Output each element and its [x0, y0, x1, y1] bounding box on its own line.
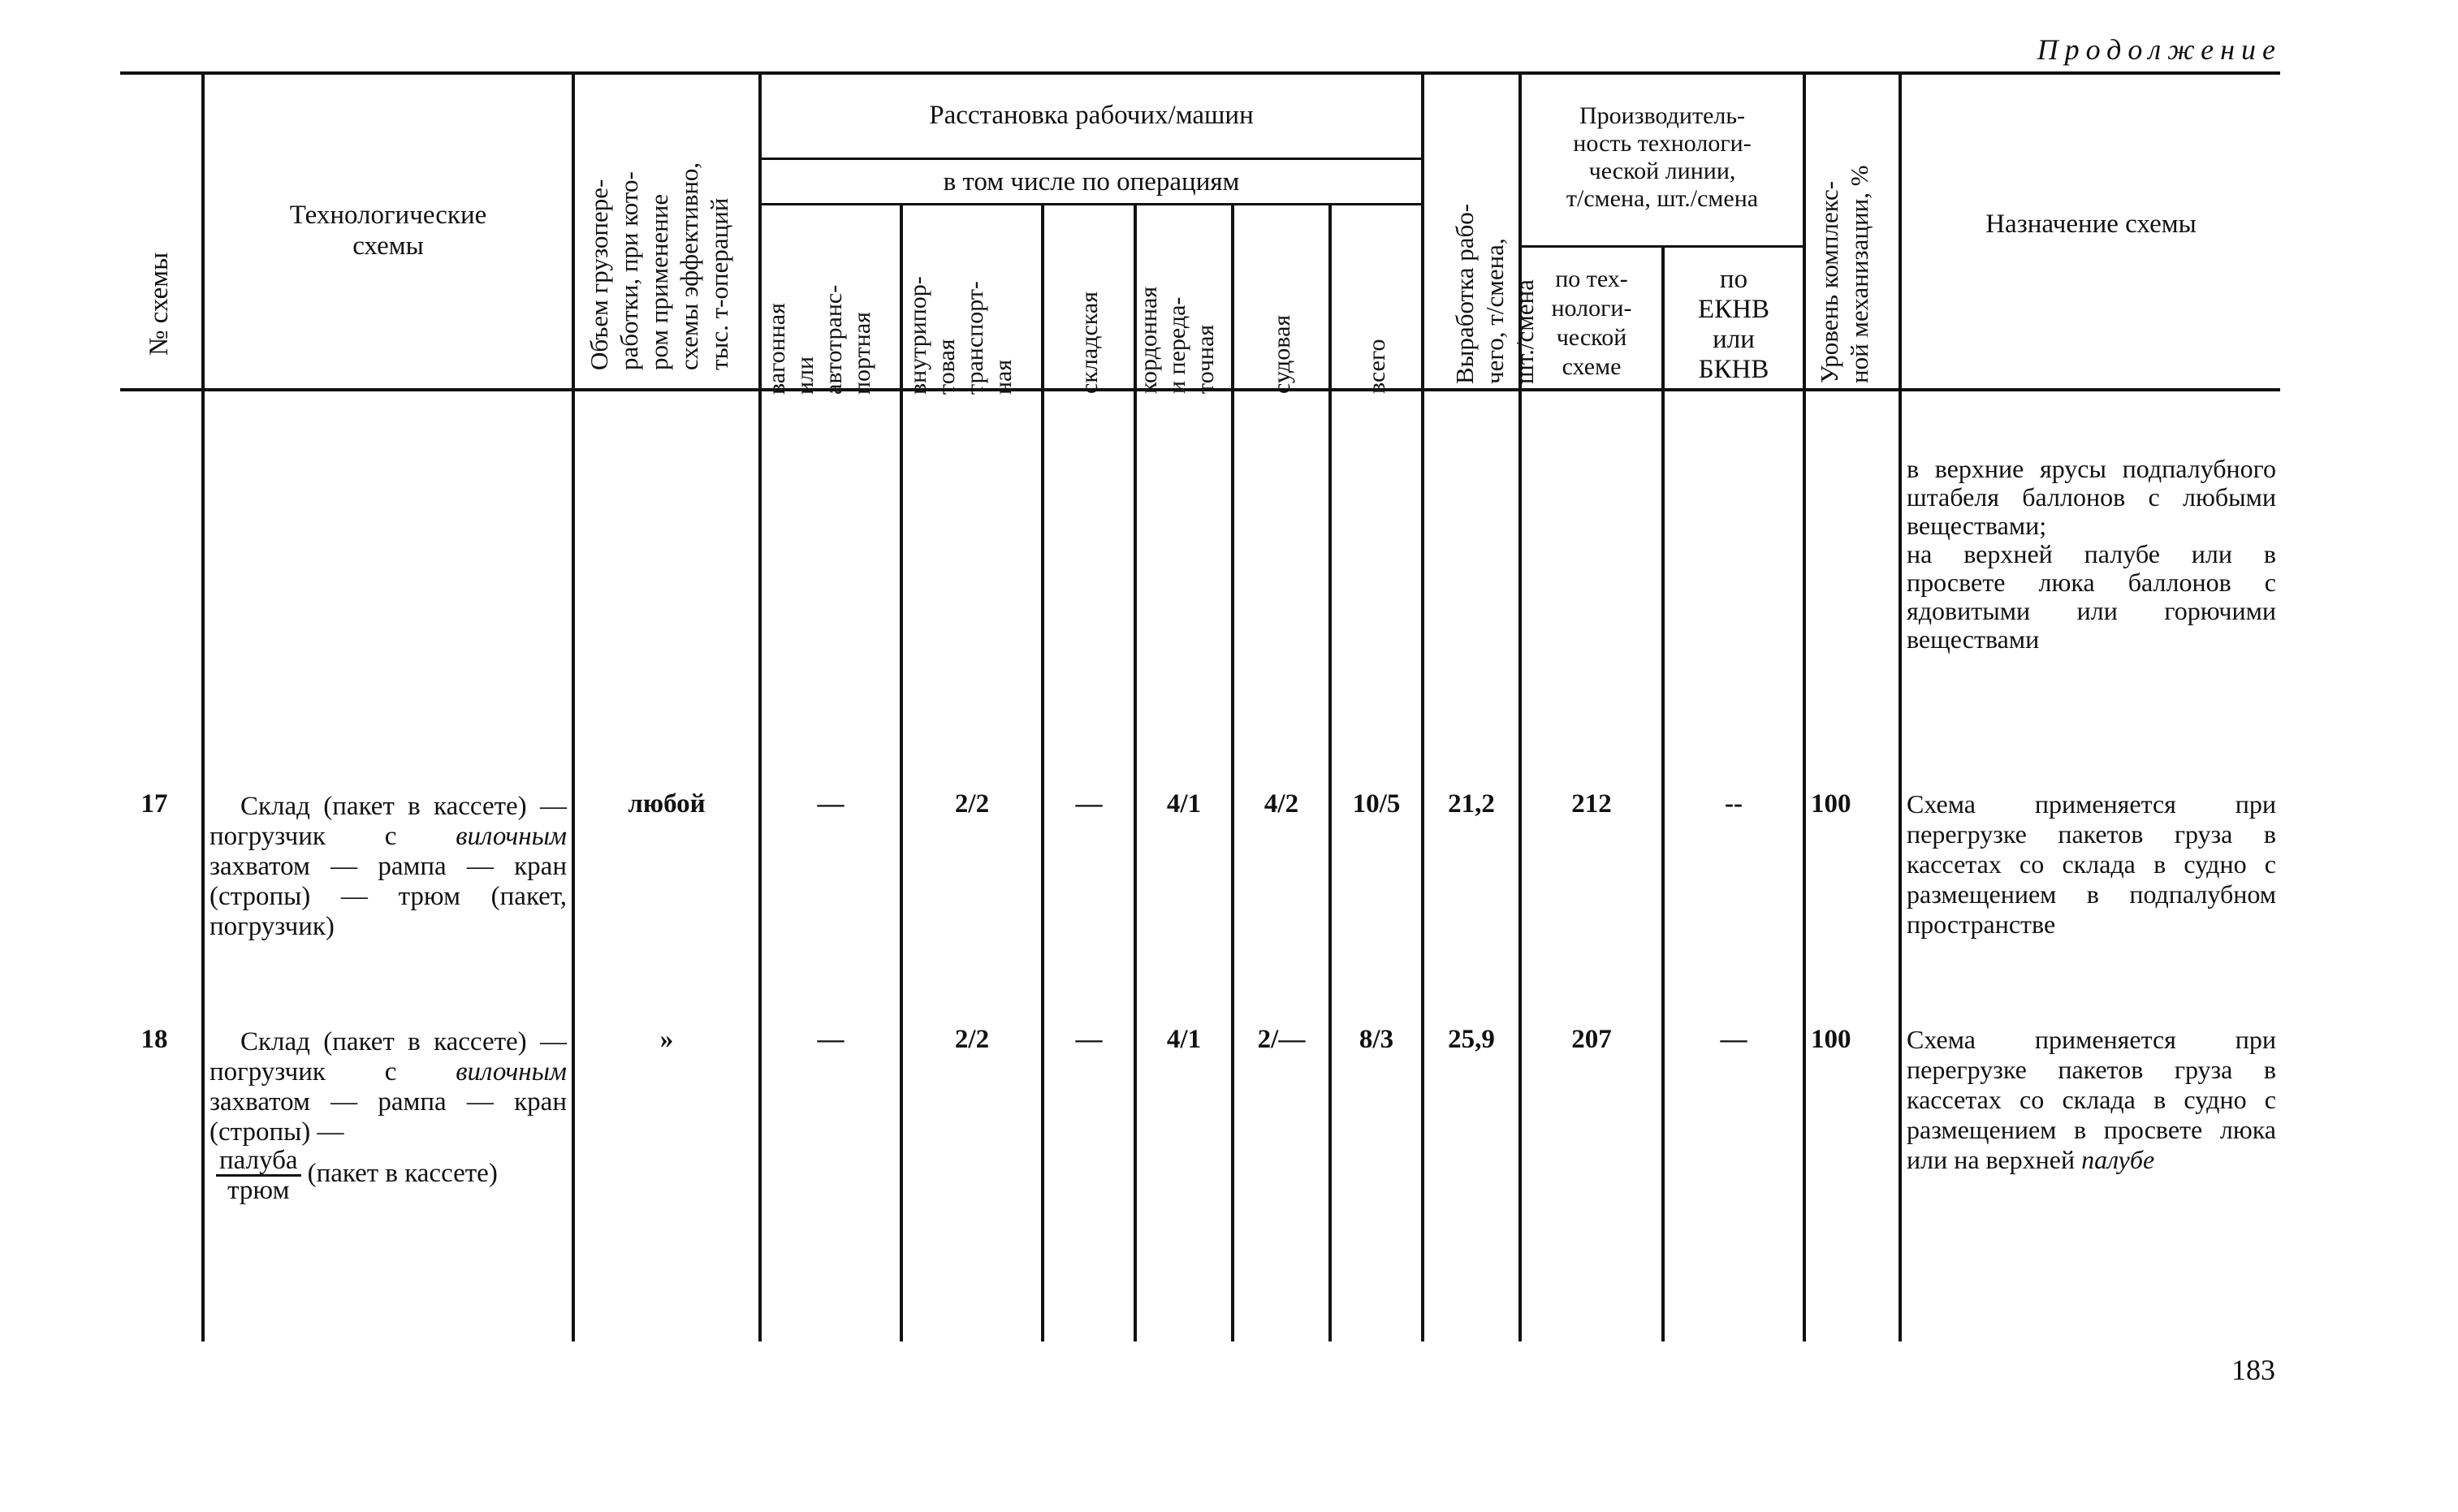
prod-scheme: 212: [1571, 789, 1612, 819]
header-op-warehouse: складская: [1076, 292, 1103, 394]
purpose: [1907, 1025, 2276, 1175]
op-internal: 2/2: [954, 789, 990, 819]
purpose-continuation: в верхние ярусы подпалубного штабеля баллонов с любыми веществами; на верхней палубе или в просвете люка баллонов с ядовитыми или горючими веществами: [1907, 454, 2276, 654]
header-op-total: всего: [1363, 339, 1390, 394]
header-volume: Объем грузопере- работки, при кото- ром применение схемы эффективно, тыс. т-операций: [585, 162, 733, 370]
op-cordon: 4/1: [1166, 1025, 1202, 1054]
op-internal: 2/2: [954, 1025, 990, 1054]
header-prod-by-eknv: по ЕКНВ или БКНВ: [1697, 265, 1769, 384]
col-divider: [201, 75, 205, 1341]
output: 25,9: [1448, 1025, 1495, 1054]
page-number: 183: [2231, 1354, 2275, 1386]
table-top-rule: [120, 71, 2280, 75]
header-op-ship: судовая: [1268, 314, 1295, 394]
scheme-text: Склад (пакет в кассете) — погрузчик с: [210, 792, 567, 851]
purpose-text: Схема применяется при перегрузке пакетов груза в кассетах со склада в судно с размещением в просвете люка или на верхней: [1907, 1025, 2276, 1174]
purpose-text-italic: палубе: [2081, 1145, 2155, 1174]
row-number: 18: [140, 1025, 168, 1054]
header-prod-by-scheme: по тех- нологи- ческой схеме: [1551, 266, 1632, 380]
op-ship: 2/—: [1257, 1025, 1306, 1054]
output: 21,2: [1448, 789, 1495, 819]
header-placement: Расстановка рабочих/машин: [929, 101, 1254, 130]
op-total: 10/5: [1352, 789, 1401, 819]
scheme-text: (пакет в кассете): [307, 1159, 498, 1189]
op-wagon: —: [817, 1025, 845, 1054]
op-cordon: 4/1: [1166, 789, 1202, 819]
op-total: 8/3: [1359, 1025, 1394, 1054]
header-productivity: Производитель- ность технологи- ческой линии, т/смена, шт./смена: [1566, 102, 1759, 212]
header-purpose: Назначение схемы: [1985, 210, 2197, 239]
prod-scheme: 207: [1571, 1025, 1612, 1054]
continuation-label: Продолжение: [2037, 33, 2282, 66]
mech-level: 100: [1811, 789, 1851, 819]
row-number: 17: [140, 789, 168, 819]
prod-eknv: —: [1720, 1025, 1747, 1054]
op-warehouse: —: [1075, 1025, 1103, 1054]
header-op-cordon: кордонная и переда- точная: [1135, 286, 1219, 394]
header-op-internal: внутрипор- товая транспорт- ная: [905, 276, 1017, 395]
col-divider: [1421, 75, 1424, 1341]
op-ship: 4/2: [1264, 789, 1299, 819]
prod-eknv: --: [1725, 789, 1743, 819]
header-scheme-no: № схемы: [145, 252, 174, 356]
scheme-text: захватом — рампа — кран (стропы) — трюм (пакет, погрузчик): [210, 852, 567, 941]
scheme-description: [210, 1027, 567, 1147]
scheme-description-fraction-line: [210, 1147, 567, 1204]
volume: »: [659, 1025, 674, 1054]
operations-subheader-rule: [760, 203, 1421, 205]
mech-level: 100: [1811, 1025, 1851, 1054]
scheme-text-italic: вилочным: [456, 1057, 567, 1086]
col-divider: [1803, 75, 1806, 1341]
header-mech-level: Уровень комплекс- ной механизации, %: [1815, 165, 1873, 383]
fraction: [216, 1147, 301, 1204]
col-divider: [1899, 75, 1902, 1341]
scheme-text-italic: вилочным: [456, 822, 567, 851]
scheme-description: [210, 792, 567, 942]
header-op-wagon: вагонная или автотранс- портная: [763, 284, 875, 395]
scheme-text: захватом — рампа — кран (стропы) —: [210, 1087, 567, 1147]
header-tech-schemes: Технологические схемы: [289, 201, 487, 261]
col-divider: [758, 75, 762, 1341]
scheme-text: Склад (пакет в кассете) — погрузчик с: [210, 1027, 567, 1086]
col-divider: [572, 75, 575, 1341]
header-by-operations: в том числе по операциям: [943, 167, 1240, 197]
volume: любой: [628, 789, 706, 819]
placement-subheader-rule: [760, 158, 1421, 160]
op-warehouse: —: [1075, 789, 1103, 819]
col-divider: [1328, 205, 1332, 1341]
header-output: Выработка рабо- чего, т/смена, шт./смена: [1450, 203, 1539, 384]
purpose: Схема применяется при перегрузке пакетов груза в кассетах со склада в судно с размещением в подпалубном пространстве: [1907, 789, 2276, 939]
op-wagon: —: [817, 789, 845, 819]
fraction-denominator: трюм: [227, 1176, 290, 1205]
fraction-numerator: палуба: [216, 1147, 301, 1177]
